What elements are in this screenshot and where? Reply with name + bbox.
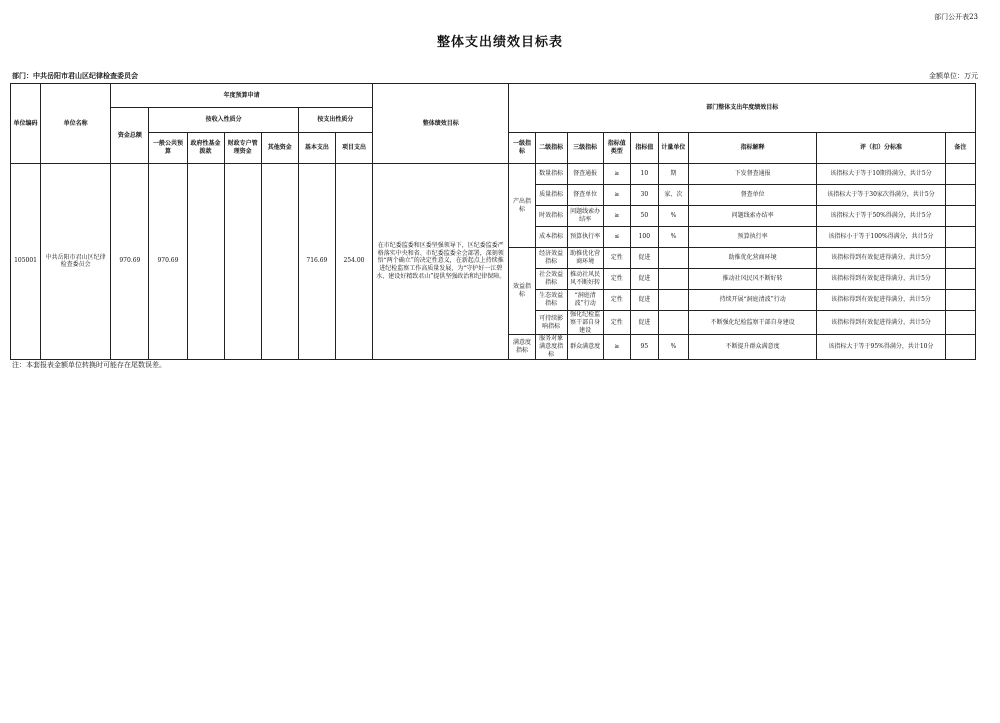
- row-explanation: 下发督查通报: [688, 164, 816, 185]
- row-value: 30: [630, 185, 658, 206]
- row-level2: 社会效益指标: [535, 269, 567, 290]
- basic-exp-cell: 716.69: [298, 164, 335, 360]
- header-measure-unit: 计量单位: [658, 133, 688, 164]
- row-scoring: 该指标大于等于30家次得满分，共计5分: [817, 185, 945, 206]
- row-remark: [945, 164, 975, 185]
- row-level3: 强化纪检监察干部自身建设: [567, 311, 603, 335]
- gov-fund-cell: [187, 164, 224, 360]
- row-explanation: 持续开展“洞庭清波”行动: [688, 290, 816, 311]
- row-remark: [945, 248, 975, 269]
- row-level3: 问题线索办结率: [567, 206, 603, 227]
- header-unit-name: 单位名称: [41, 84, 111, 164]
- header-by-income: 按收入性质分: [149, 108, 298, 133]
- row-remark: [945, 269, 975, 290]
- row-level3: “洞庭清波”行动: [567, 290, 603, 311]
- row-level3: 督查单位: [567, 185, 603, 206]
- row-value-type: ≥: [603, 164, 630, 185]
- unit-code-cell: 105001: [11, 164, 41, 360]
- row-value: 促进: [630, 311, 658, 335]
- row-level3: 群众满意度: [567, 335, 603, 359]
- row-scoring: 该指标大于等于50%得满分，共计5分: [817, 206, 945, 227]
- row-level2: 成本指标: [535, 227, 567, 248]
- level1-satisfaction-cell: 满意度指标: [509, 335, 535, 359]
- row-explanation: 督查单位: [688, 185, 816, 206]
- row-value-type: ≥: [603, 335, 630, 359]
- row-unit: %: [658, 206, 688, 227]
- row-explanation: 不断强化纪检监察干部自身建设: [688, 311, 816, 335]
- level1-output-cell: 产出指标: [509, 164, 535, 248]
- header-level3: 三级指标: [567, 133, 603, 164]
- row-explanation: 助推优化营商环境: [688, 248, 816, 269]
- header-unit-code: 单位编码: [11, 84, 41, 164]
- unit-name-cell: 中共岳阳市君山区纪律检查委员会: [41, 164, 111, 360]
- row-level2: 质量指标: [535, 185, 567, 206]
- row-value: 50: [630, 206, 658, 227]
- header-explanation: 指标解释: [688, 133, 816, 164]
- row-value: 10: [630, 164, 658, 185]
- row-level3: 督查通报: [567, 164, 603, 185]
- level1-benefit-cell: 效益指标: [509, 248, 535, 335]
- project-exp-cell: 254.00: [335, 164, 372, 360]
- header-total-funds: 资金总额: [111, 108, 149, 164]
- header-project-exp: 项目支出: [335, 133, 372, 164]
- row-explanation: 预算执行率: [688, 227, 816, 248]
- header-by-expense: 按支出性质分: [298, 108, 372, 133]
- row-scoring: 该指标得到有效促进得满分，共计5分: [817, 269, 945, 290]
- row-level3: 推动社风民风不断好转: [567, 269, 603, 290]
- row-level2: 经济效益指标: [535, 248, 567, 269]
- row-remark: [945, 185, 975, 206]
- row-value-type: ≥: [603, 185, 630, 206]
- row-level3: 预算执行率: [567, 227, 603, 248]
- row-scoring: 该指标得到有效促进得满分，共计5分: [817, 311, 945, 335]
- row-unit: 家、次: [658, 185, 688, 206]
- row-remark: [945, 227, 975, 248]
- row-value: 促进: [630, 269, 658, 290]
- header-value: 指标值: [630, 133, 658, 164]
- row-value-type: ≥: [603, 206, 630, 227]
- header-level1: 一级指标: [509, 133, 535, 164]
- row-unit: %: [658, 227, 688, 248]
- header-basic-exp: 基本支出: [298, 133, 335, 164]
- row-scoring: 该指标大于等于95%得满分，共计10分: [817, 335, 945, 359]
- header-annual-budget: 年度预算申请: [111, 84, 373, 108]
- header-value-type: 指标值类型: [603, 133, 630, 164]
- row-value-type: 定性: [603, 290, 630, 311]
- header-special-fiscal: 财政专户管理资金: [224, 133, 261, 164]
- row-scoring: 该指标小于等于100%得满分，共计5分: [817, 227, 945, 248]
- header-other-funds: 其他资金: [261, 133, 298, 164]
- row-unit: 期: [658, 164, 688, 185]
- header-remark: 备注: [945, 133, 975, 164]
- other-funds-cell: [261, 164, 298, 360]
- total-funds-cell: 970.69: [111, 164, 149, 360]
- row-value: 促进: [630, 290, 658, 311]
- department-label: 部门：中共岳阳市君山区纪律检查委员会: [12, 71, 138, 80]
- row-remark: [945, 206, 975, 227]
- row-value-type: 定性: [603, 248, 630, 269]
- row-level3: 助推优化营商环境: [567, 248, 603, 269]
- row-remark: [945, 335, 975, 359]
- general-budget-cell: 970.69: [149, 164, 187, 360]
- row-level2: 可持续影响指标: [535, 311, 567, 335]
- row-value: 促进: [630, 248, 658, 269]
- special-fiscal-cell: [224, 164, 261, 360]
- header-scoring: 评（扣）分标准: [817, 133, 945, 164]
- row-level2: 服务对象满意度指标: [535, 335, 567, 359]
- header-gov-fund: 政府性基金拨款: [187, 133, 224, 164]
- row-value: 95: [630, 335, 658, 359]
- header-dept-goal: 部门整体支出年度绩效目标: [509, 84, 976, 133]
- row-value-type: 定性: [603, 269, 630, 290]
- row-unit: [658, 311, 688, 335]
- amount-unit-label: 金额单位：万元: [929, 72, 978, 80]
- row-unit: [658, 248, 688, 269]
- form-number: 部门公开表23: [934, 13, 978, 21]
- row-value-type: ≤: [603, 227, 630, 248]
- performance-table: [10, 83, 976, 360]
- page-title: 整体支出绩效目标表: [436, 35, 563, 50]
- header-general-budget: 一般公共预算: [149, 133, 187, 164]
- row-unit: [658, 269, 688, 290]
- row-level2: 数量指标: [535, 164, 567, 185]
- footnote: 注：本套报表金额单位转换时可能存在尾数误差。: [12, 361, 166, 369]
- row-scoring: 该指标得到有效促进得满分，共计5分: [817, 290, 945, 311]
- row-level2: 时效指标: [535, 206, 567, 227]
- row-value: 100: [630, 227, 658, 248]
- row-scoring: 该指标大于等于10期得满分，共计5分: [817, 164, 945, 185]
- row-remark: [945, 290, 975, 311]
- row-unit: [658, 290, 688, 311]
- header-overall-goal: 整体绩效目标: [373, 84, 509, 164]
- row-scoring: 该指标得到有效促进得满分，共计5分: [817, 248, 945, 269]
- header-level2: 二级指标: [535, 133, 567, 164]
- overall-goal-cell: 在市纪委监委和区委坚强领导下，区纪委监委严格落实中央和省、市纪委监委全会部署，深刻领悟“两个确立”的决定性意义，在新起点上持续推进纪检监察工作高质量发展，为“守护好一江碧水、建设好精致君山”提供坚强政治和纪律保障。: [373, 164, 509, 360]
- row-explanation: 问题线索办结率: [688, 206, 816, 227]
- row-value-type: 定性: [603, 311, 630, 335]
- row-unit: %: [658, 335, 688, 359]
- row-explanation: 推动社风民风不断好转: [688, 269, 816, 290]
- row-remark: [945, 311, 975, 335]
- row-explanation: 不断提升群众满意度: [688, 335, 816, 359]
- row-level2: 生态效益指标: [535, 290, 567, 311]
